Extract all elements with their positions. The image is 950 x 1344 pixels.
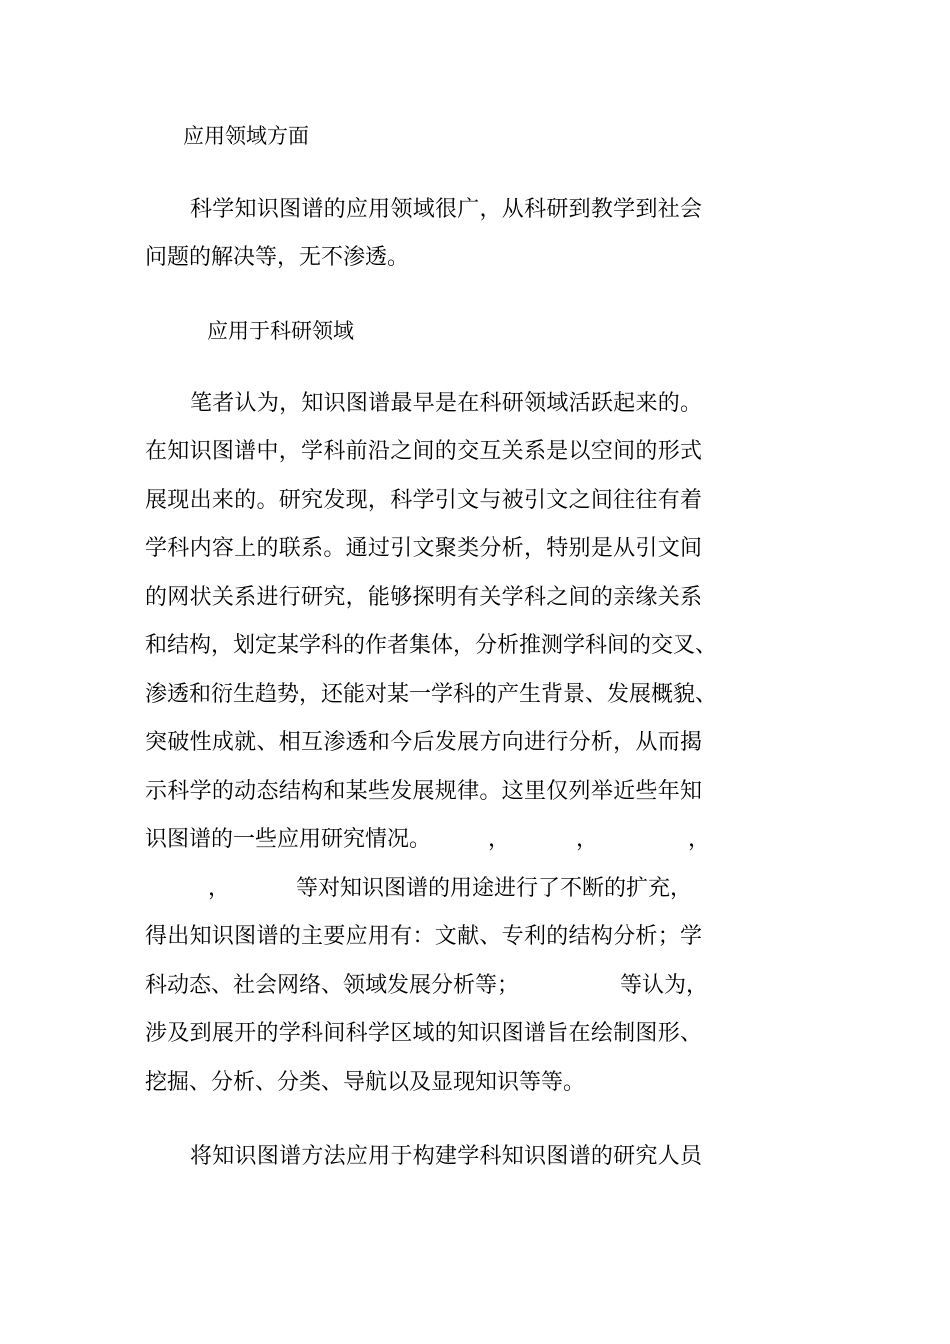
paragraph-line: 展现出来的。研究发现，科学引文与被引文之间往往有着 (145, 488, 702, 513)
paragraph-line: 将知识图谱方法应用于构建学科知识图谱的研究人员 (190, 1144, 702, 1169)
paragraph-line: 等对知识图谱的用途进行了不断的扩充， (296, 876, 693, 901)
paragraph-line: 突破性成就、相互渗透和今后发展方向进行分析，从而揭 (145, 730, 702, 755)
paragraph-line: 示科学的动态结构和某些发展规律。这里仅列举近些年知 (145, 779, 702, 804)
paragraph-line: 涉及到展开的学科间科学区域的知识图谱旨在绘制图形、 (145, 1021, 702, 1046)
paragraph-line: 问题的解决等，无不渗透。 (145, 245, 410, 270)
paragraph-line: 笔者认为，知识图谱最早是在科研领域活跃起来的。 (190, 391, 702, 416)
paragraph-line: 科学知识图谱的应用领域很广，从科研到教学到社会 (190, 197, 702, 222)
paragraph-line: 挖掘、分析、分类、导航以及显现知识等等。 (145, 1070, 586, 1095)
paragraph-line: 的网状关系进行研究，能够探明有关学科之间的亲缘关系 (145, 585, 702, 610)
section-heading: 应用领域方面 (183, 124, 309, 148)
paragraph-line: 识图谱的一些应用研究情况。 (145, 827, 432, 852)
punctuation: ， (208, 876, 231, 901)
paragraph-line: 在知识图谱中，学科前沿之间的交互关系是以空间的形式 (145, 439, 702, 464)
paragraph-line: 等认为， (620, 973, 709, 998)
paragraph-line: 学科内容上的联系。通过引文聚类分析，特别是从引文间 (145, 536, 702, 561)
subsection-heading: 应用于科研领域 (207, 319, 354, 343)
paragraph-line: 和结构，划定某学科的作者集体，分析推测学科间的交叉、 (145, 633, 718, 658)
paragraph-line: 渗透和衍生趋势，还能对某一学科的产生背景、发展概貌、 (145, 682, 718, 707)
punctuation: ， (576, 827, 599, 852)
punctuation: ， (488, 827, 511, 852)
punctuation: ， (688, 827, 711, 852)
paragraph-line: 科动态、社会网络、领域发展分析等； (145, 973, 520, 998)
paragraph-line: 得出知识图谱的主要应用有：文献、专利的结构分析；学 (145, 924, 702, 949)
